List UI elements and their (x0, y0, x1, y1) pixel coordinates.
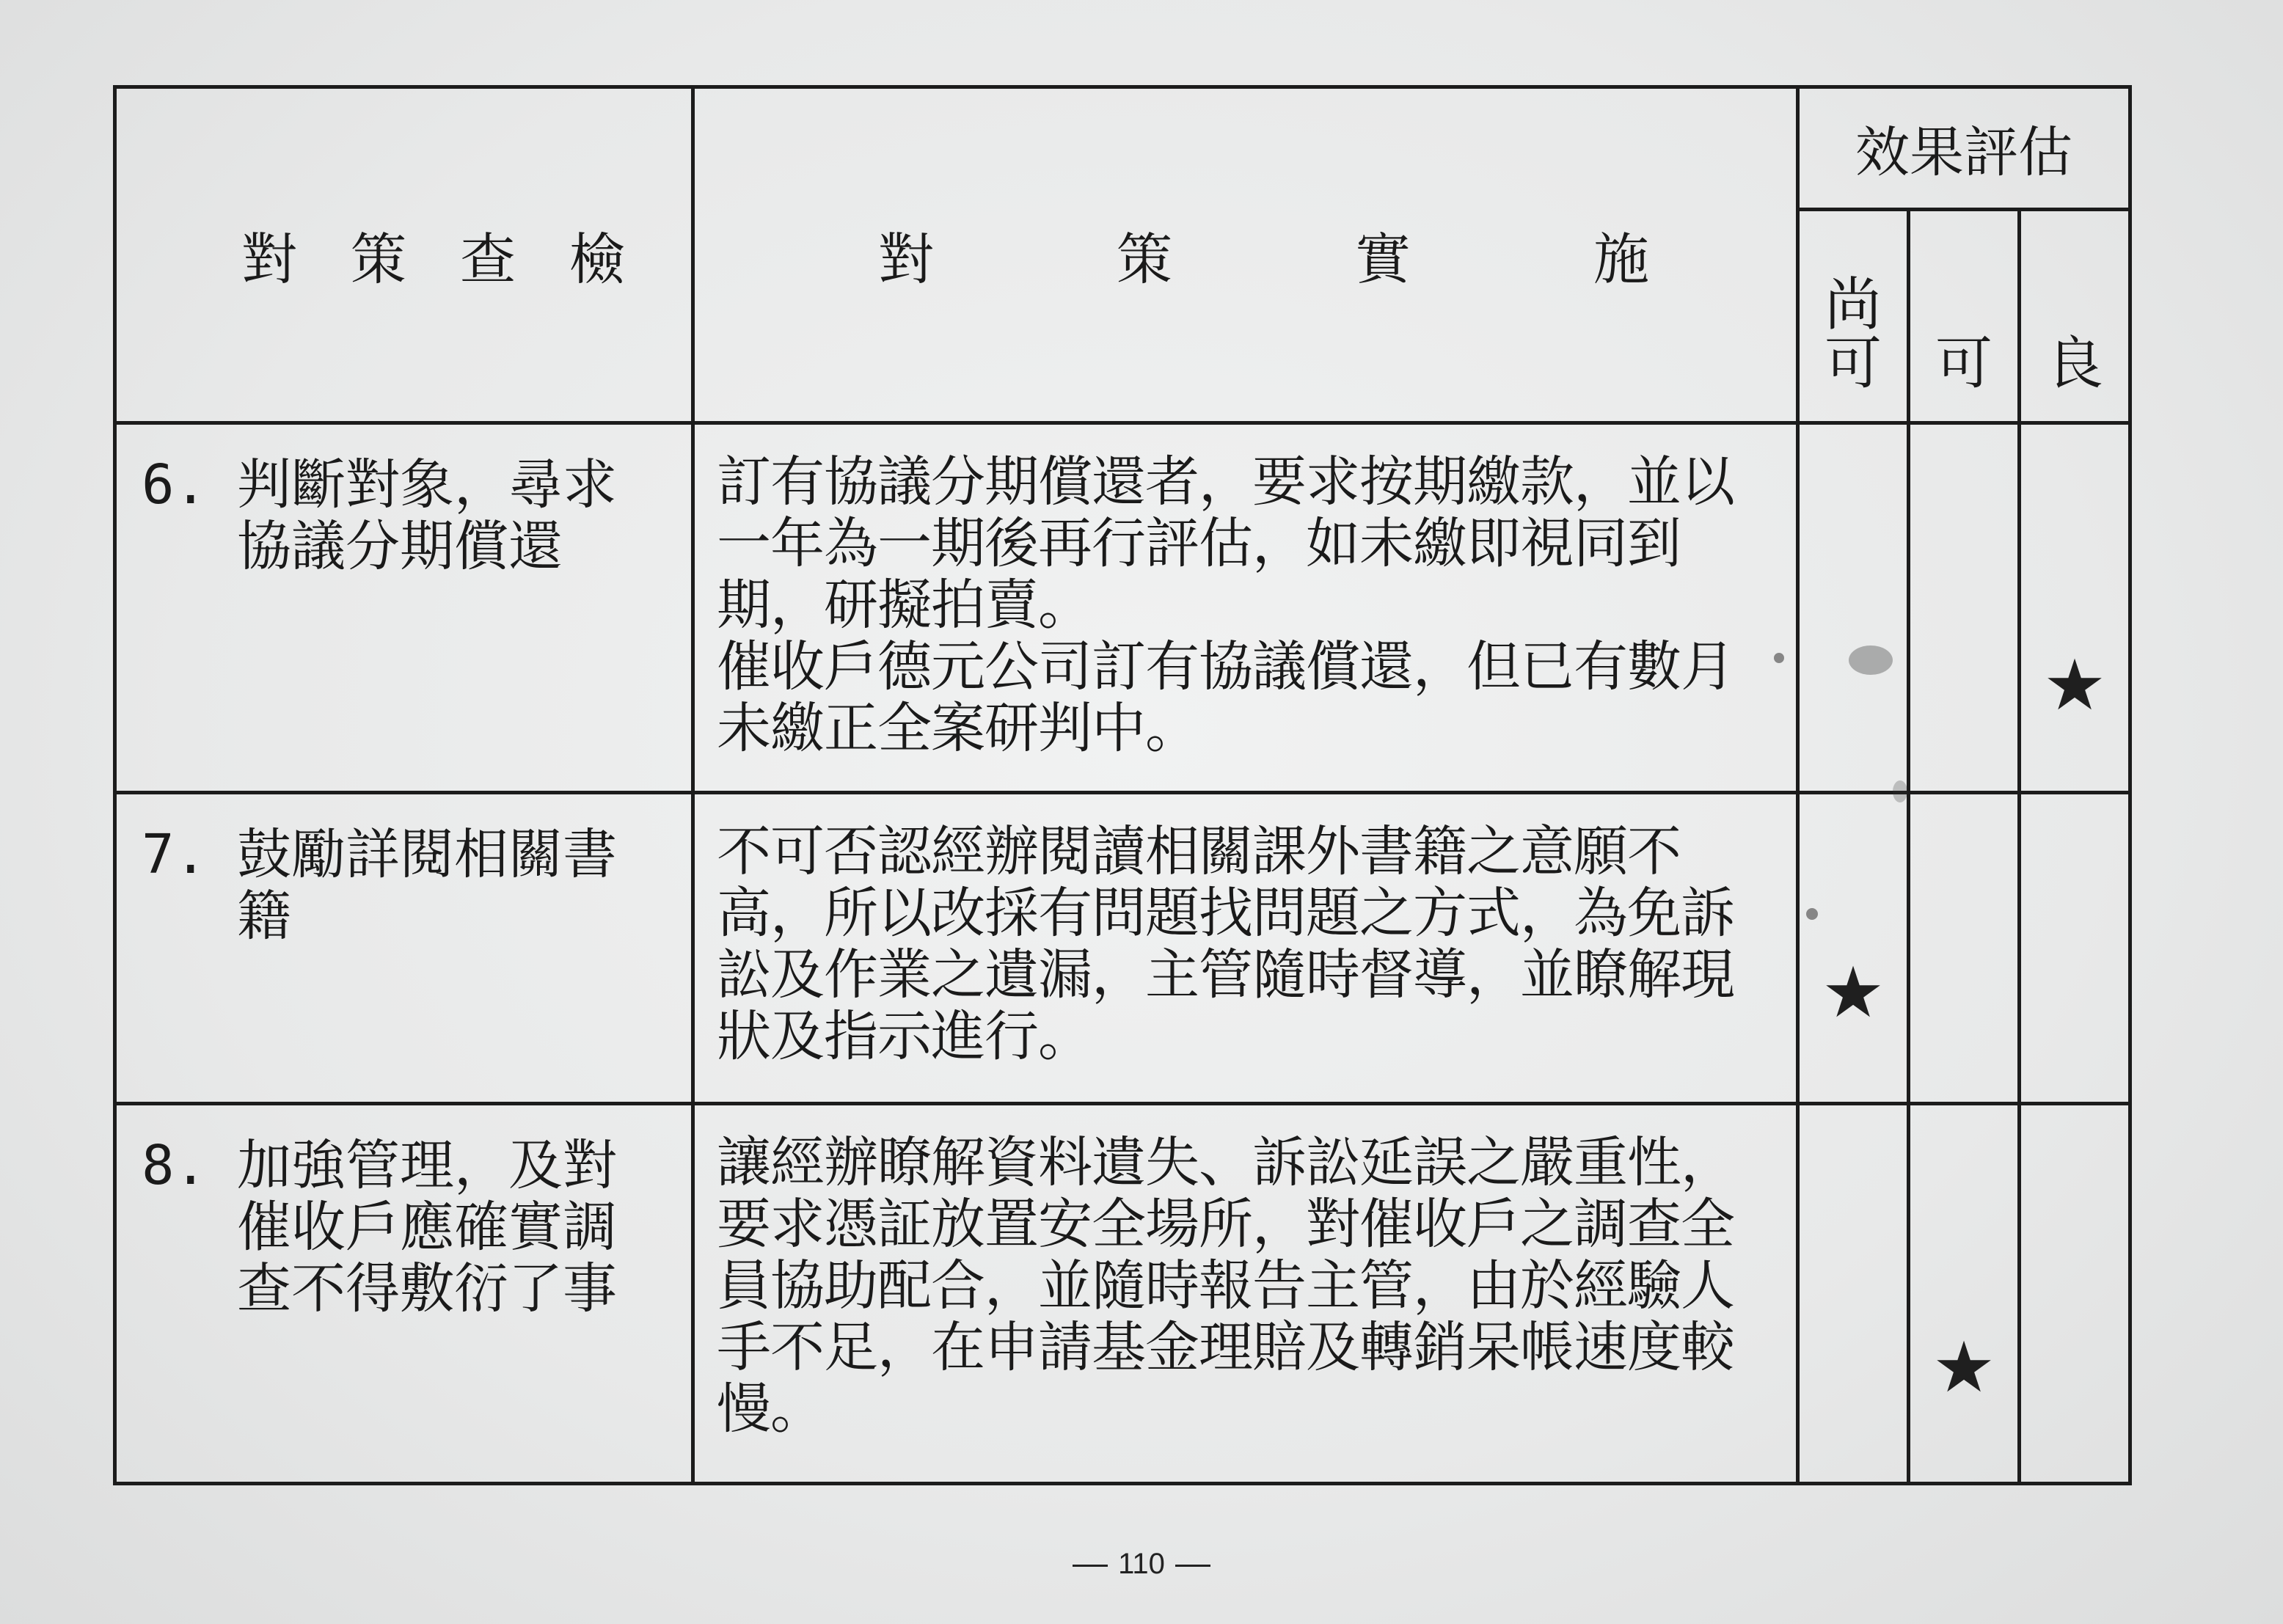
header-level-fair: 尚可 (1798, 210, 1909, 423)
check-text: 判斷對象，尋求協議分期償還 (237, 453, 617, 578)
scan-speck (1893, 780, 1907, 802)
measure-paragraph: 催收戶德元公司訂有協議償還，但已有數月未繳正全案研判中。 (717, 635, 1734, 760)
header-measure-char: 策 (1117, 227, 1172, 292)
rating-good (2020, 423, 2130, 793)
rating-ok (1909, 793, 2020, 1104)
measure-paragraph: 讓經辦瞭解資料遺失、訴訟延誤之嚴重性，要求憑証放置安全場所，對催收戶之調查全員協助配合，並隨時報告主管，由於經驗人手不足，在申請基金理賠及轉銷呆帳速度較慢。 (717, 1131, 1734, 1441)
star-icon: ★ (1821, 951, 1885, 1034)
rating-good (2020, 1104, 2130, 1484)
header-check-char: 檢 (569, 227, 625, 292)
rating-fair (1798, 1104, 1909, 1484)
header-measure-char: 實 (1355, 227, 1411, 292)
check-cell (115, 793, 693, 1104)
check-cell (115, 423, 693, 793)
measure-cell (693, 1104, 1798, 1484)
rating-fair (1798, 423, 1909, 793)
header-check-char: 策 (351, 227, 406, 292)
header-level-good: 良 (2020, 210, 2130, 423)
evaluation-table-wrapper (113, 85, 2129, 1448)
header-check (115, 87, 693, 423)
header-measure-char: 對 (878, 227, 934, 292)
header-check-char: 查 (460, 227, 516, 292)
check-text: 鼓勵詳閱相關書籍 (237, 823, 617, 948)
measure-paragraph: 不可否認經辦閱讀相關課外書籍之意願不高，所以改採有問題找問題之方式，為免訴訟及作業之遺漏，主管隨時督導，並瞭解現狀及指示進行。 (717, 820, 1734, 1068)
item-number: 8. (142, 1134, 208, 1197)
scan-speck (1849, 645, 1893, 675)
measure-cell (693, 793, 1798, 1104)
header-evaluation: 效果評估 (1798, 87, 2130, 210)
table-row (115, 793, 2130, 1104)
scan-speck (1774, 653, 1784, 663)
header-level-ok: 可 (1909, 210, 2020, 423)
measure-paragraph: 訂有協議分期償還者，要求按期繳款，並以一年為一期後再行評估，如未繳即視同到期，研擬拍賣。 (717, 450, 1734, 637)
scan-speck (1806, 908, 1818, 920)
header-measure (693, 87, 1798, 423)
check-cell (115, 1104, 693, 1484)
check-text: 加強管理，及對催收戶應確實調查不得敷衍了事 (237, 1134, 617, 1320)
rating-good (2020, 793, 2130, 1104)
header-check-char: 對 (241, 227, 297, 292)
page-number-text: 110 (1118, 1548, 1165, 1580)
rating-ok (1909, 423, 2020, 793)
table-row (115, 1104, 2130, 1484)
star-icon: ★ (1932, 1325, 1996, 1408)
dash-decoration (1175, 1565, 1210, 1567)
header-measure-char: 施 (1593, 227, 1649, 292)
rating-fair (1798, 793, 1909, 1104)
rating-ok (1909, 1104, 2020, 1484)
item-number: 7. (142, 823, 208, 886)
measure-cell (693, 423, 1798, 793)
item-number: 6. (142, 453, 208, 516)
dash-decoration (1073, 1565, 1108, 1567)
table-row (115, 423, 2130, 793)
evaluation-table (113, 85, 2132, 1485)
star-icon: ★ (2042, 643, 2107, 726)
page-number (0, 1548, 2283, 1581)
